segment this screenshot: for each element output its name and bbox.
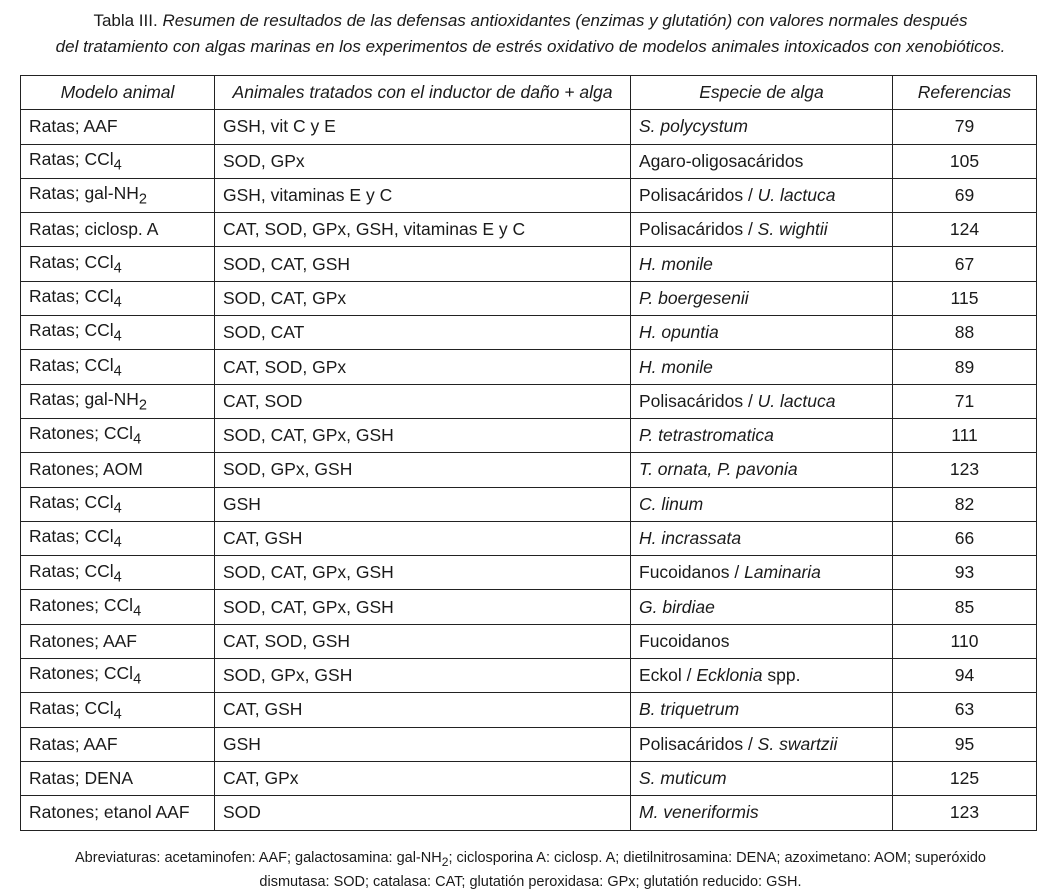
cell-animales-tratados: SOD [215, 796, 631, 830]
table-row [21, 624, 1037, 658]
cell-especie-alga: B. triquetrum [631, 693, 893, 727]
header-row [21, 76, 1037, 110]
cell-animales-tratados: SOD, CAT, GPx, GSH [215, 590, 631, 624]
table-body [21, 110, 1037, 830]
footnote-line-1: Abreviaturas: acetaminofen: AAF; galactosamina: gal-$NH_2$; ciclosporina A: ciclosp. A; dietilnitrosamina: DENA; azoximetano: AOM; superóxido [75, 850, 986, 869]
cell-animales-tratados: SOD, GPx [215, 144, 631, 178]
table-caption [0, 8, 1061, 60]
cell-modelo-animal: Ratones; AOM [21, 453, 215, 487]
cell-modelo-animal: Ratas; DENA [21, 761, 215, 795]
cell-referencia: 71 [893, 384, 1037, 418]
table-row [21, 350, 1037, 384]
cell-modelo-animal: Ratas; AAF [21, 727, 215, 761]
cell-modelo-animal: Ratas; CCl$_4$ [21, 521, 215, 555]
caption-line-1 [0, 8, 1061, 34]
cell-especie-alga: Polisacáridos / U. lactuca [631, 178, 893, 212]
cell-animales-tratados: SOD, CAT, GPx, GSH [215, 418, 631, 452]
cell-especie-alga: Polisacáridos / S. swartzii [631, 727, 893, 761]
cell-modelo-animal: Ratas; ciclosp. A [21, 213, 215, 247]
cell-referencia: 69 [893, 178, 1037, 212]
table-row [21, 796, 1037, 830]
cell-especie-alga: S. polycystum [631, 110, 893, 144]
cell-modelo-animal: Ratones; CCl$_4$ [21, 590, 215, 624]
table-row [21, 590, 1037, 624]
cell-referencia: 66 [893, 521, 1037, 555]
cell-referencia: 89 [893, 350, 1037, 384]
header-especie-alga: Especie de alga [631, 76, 893, 110]
cell-referencia: 63 [893, 693, 1037, 727]
cell-referencia: 105 [893, 144, 1037, 178]
cell-especie-alga: H. monile [631, 350, 893, 384]
cell-especie-alga: C. linum [631, 487, 893, 521]
cell-animales-tratados: CAT, GSH [215, 521, 631, 555]
cell-animales-tratados: SOD, CAT [215, 316, 631, 350]
cell-especie-alga: G. birdiae [631, 590, 893, 624]
cell-modelo-animal: Ratones; CCl$_4$ [21, 418, 215, 452]
table-row [21, 693, 1037, 727]
header-referencias: Referencias [893, 76, 1037, 110]
cell-referencia: 93 [893, 556, 1037, 590]
cell-animales-tratados: CAT, SOD, GSH [215, 624, 631, 658]
cell-animales-tratados: GSH [215, 487, 631, 521]
table-row [21, 213, 1037, 247]
cell-animales-tratados: GSH, vit C y E [215, 110, 631, 144]
cell-modelo-animal: Ratas; CCl$_4$ [21, 350, 215, 384]
table-row [21, 453, 1037, 487]
cell-referencia: 94 [893, 659, 1037, 693]
table-row [21, 178, 1037, 212]
table-row [21, 727, 1037, 761]
cell-especie-alga: H. incrassata [631, 521, 893, 555]
cell-modelo-animal: Ratas; gal-$NH_2$ [21, 178, 215, 212]
cell-especie-alga: T. ornata, P. pavonia [631, 453, 893, 487]
caption-line-2: del tratamiento con algas marinas en los experimentos de estrés oxidativo de modelos animales intoxicados con xenobióticos. [55, 37, 1006, 56]
cell-referencia: 82 [893, 487, 1037, 521]
table-row [21, 110, 1037, 144]
table-row [21, 487, 1037, 521]
cell-animales-tratados: CAT, SOD [215, 384, 631, 418]
table-row [21, 556, 1037, 590]
cell-animales-tratados: GSH, vitaminas E y C [215, 178, 631, 212]
cell-referencia: 85 [893, 590, 1037, 624]
cell-animales-tratados: SOD, GPx, GSH [215, 453, 631, 487]
header-modelo-animal: Modelo animal [21, 76, 215, 110]
cell-especie-alga: Agaro-oligosacáridos [631, 144, 893, 178]
cell-especie-alga: Polisacáridos / S. wightii [631, 213, 893, 247]
cell-especie-alga: M. veneriformis [631, 796, 893, 830]
cell-referencia: 125 [893, 761, 1037, 795]
cell-referencia: 124 [893, 213, 1037, 247]
footnote [0, 848, 1061, 892]
cell-modelo-animal: Ratas; CCl$_4$ [21, 316, 215, 350]
cell-animales-tratados: CAT, GPx [215, 761, 631, 795]
table-row [21, 316, 1037, 350]
cell-animales-tratados: CAT, GSH [215, 693, 631, 727]
cell-especie-alga: P. tetrastromatica [631, 418, 893, 452]
cell-modelo-animal: Ratas; CCl$_4$ [21, 693, 215, 727]
cell-especie-alga: H. opuntia [631, 316, 893, 350]
cell-animales-tratados: SOD, CAT, GPx, GSH [215, 556, 631, 590]
cell-modelo-animal: Ratas; CCl$_4$ [21, 281, 215, 315]
cell-animales-tratados: CAT, SOD, GPx, GSH, vitaminas E y C [215, 213, 631, 247]
cell-referencia: 79 [893, 110, 1037, 144]
cell-modelo-animal: Ratones; AAF [21, 624, 215, 658]
cell-modelo-animal: Ratas; CCl$_4$ [21, 556, 215, 590]
cell-modelo-animal: Ratas; CCl$_4$ [21, 247, 215, 281]
cell-referencia: 111 [893, 418, 1037, 452]
table-row [21, 659, 1037, 693]
cell-animales-tratados: SOD, GPx, GSH [215, 659, 631, 693]
cell-referencia: 67 [893, 247, 1037, 281]
header-animales-tratados: Animales tratados con el inductor de daño + alga [215, 76, 631, 110]
footnote-line-2: dismutasa: SOD; catalasa: CAT; glutatión peroxidasa: GPx; glutatión reducido: GSH. [259, 873, 802, 890]
cell-referencia: 115 [893, 281, 1037, 315]
cell-especie-alga: Eckol / Ecklonia spp. [631, 659, 893, 693]
cell-animales-tratados: SOD, CAT, GSH [215, 247, 631, 281]
cell-modelo-animal: Ratas; CCl$_4$ [21, 144, 215, 178]
cell-modelo-animal: Ratas; AAF [21, 110, 215, 144]
cell-animales-tratados: SOD, CAT, GPx [215, 281, 631, 315]
caption-label: Tabla III. [93, 11, 158, 30]
cell-especie-alga: Fucoidanos / Laminaria [631, 556, 893, 590]
table-row [21, 521, 1037, 555]
table-row [21, 144, 1037, 178]
cell-especie-alga: Polisacáridos / U. lactuca [631, 384, 893, 418]
cell-referencia: 123 [893, 796, 1037, 830]
cell-modelo-animal: Ratas; CCl$_4$ [21, 487, 215, 521]
cell-referencia: 123 [893, 453, 1037, 487]
caption-title-1: Resumen de resultados de las defensas antioxidantes (enzimas y glutatión) con valores normales después [162, 11, 968, 30]
cell-referencia: 110 [893, 624, 1037, 658]
cell-especie-alga: H. monile [631, 247, 893, 281]
results-table [20, 75, 1037, 831]
cell-animales-tratados: GSH [215, 727, 631, 761]
cell-especie-alga: P. boergesenii [631, 281, 893, 315]
table-row [21, 761, 1037, 795]
cell-modelo-animal: Ratones; CCl$_4$ [21, 659, 215, 693]
cell-referencia: 95 [893, 727, 1037, 761]
cell-especie-alga: Fucoidanos [631, 624, 893, 658]
cell-animales-tratados: CAT, SOD, GPx [215, 350, 631, 384]
cell-modelo-animal: Ratas; gal-$NH_2$ [21, 384, 215, 418]
table-row [21, 247, 1037, 281]
cell-especie-alga: S. muticum [631, 761, 893, 795]
cell-modelo-animal: Ratones; etanol AAF [21, 796, 215, 830]
table-row [21, 384, 1037, 418]
table-row [21, 418, 1037, 452]
cell-referencia: 88 [893, 316, 1037, 350]
table-row [21, 281, 1037, 315]
